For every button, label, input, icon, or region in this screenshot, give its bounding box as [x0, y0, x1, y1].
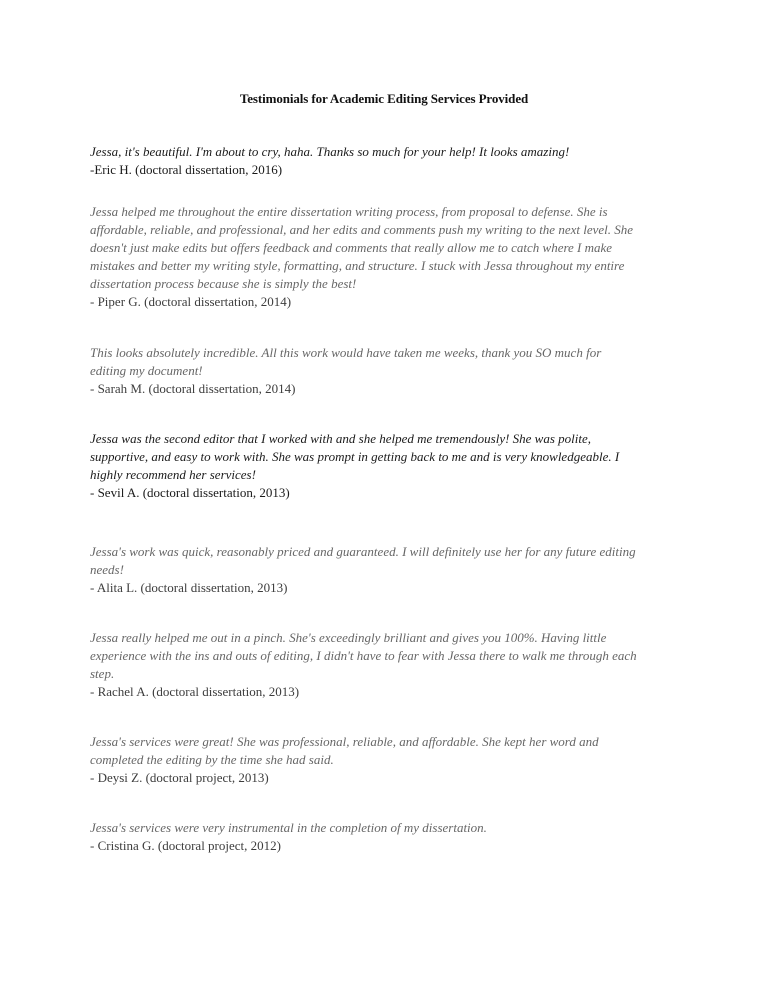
testimonial-quote: Jessa was the second editor that I worked with and she helped me tremendously! She was polite, supportive, and easy to work with. She was prompt in getting back to me and is very knowledgeable. I highly recommend her services!	[90, 431, 620, 482]
testimonial-attribution: - Rachel A. (doctoral dissertation, 2013)	[90, 684, 300, 699]
testimonial-quote: Jessa really helped me out in a pinch. She's exceedingly brilliant and gives you 100%. Having little experience with the ins and outs of editing, I didn't have to fear with Jessa there to walk me through each step.	[90, 630, 637, 681]
testimonial-quote: Jessa's services were great! She was professional, reliable, and affordable. She kept her word and completed the editing by the time she had said.	[90, 734, 599, 767]
testimonial-deysi-z	[90, 733, 690, 787]
testimonial-quote: Jessa helped me throughout the entire dissertation writing process, from proposal to defense. She is affordable, reliable, and professional, and her edits and comments push my writing to the next level. She doesn't just make edits but offers feedback and comments that really allow me to catch where I make mistakes and better my writing style, formatting, and structure. I stuck with Jessa throughout my entire dissertation process because she is simply the best!	[90, 204, 634, 291]
testimonial-sevil-a	[90, 430, 690, 502]
testimonial-rachel-a	[90, 629, 690, 701]
testimonial-quote: Jessa's work was quick, reasonably priced and guaranteed. I will definitely use her for any future editing needs!	[90, 544, 636, 577]
testimonial-quote: Jessa, it's beautiful. I'm about to cry, haha. Thanks so much for your help! It looks amazing!	[90, 144, 570, 159]
testimonial-sarah-m	[90, 344, 690, 398]
testimonial-cristina-g	[90, 819, 690, 855]
testimonial-alita-l	[90, 543, 690, 597]
testimonial-attribution: - Sarah M. (doctoral dissertation, 2014)	[90, 381, 296, 396]
testimonial-piper-g	[90, 203, 690, 311]
document-title: Testimonials for Academic Editing Services Provided	[239, 91, 529, 106]
testimonial-quote: This looks absolutely incredible. All this work would have taken me weeks, thank you SO much for editing my document!	[90, 345, 602, 378]
testimonial-attribution: - Cristina G. (doctoral project, 2012)	[90, 838, 281, 853]
testimonial-attribution: - Piper G. (doctoral dissertation, 2014)	[90, 294, 292, 309]
testimonial-quote: Jessa's services were very instrumental in the completion of my dissertation.	[90, 820, 487, 835]
testimonial-attribution: - Deysi Z. (doctoral project, 2013)	[90, 770, 269, 785]
testimonial-attribution: - Alita L. (doctoral dissertation, 2013)	[90, 580, 288, 595]
testimonial-eric-h	[90, 143, 690, 179]
testimonial-attribution: -Eric H. (doctoral dissertation, 2016)	[90, 162, 283, 177]
testimonial-attribution: - Sevil A. (doctoral dissertation, 2013)	[90, 485, 290, 500]
